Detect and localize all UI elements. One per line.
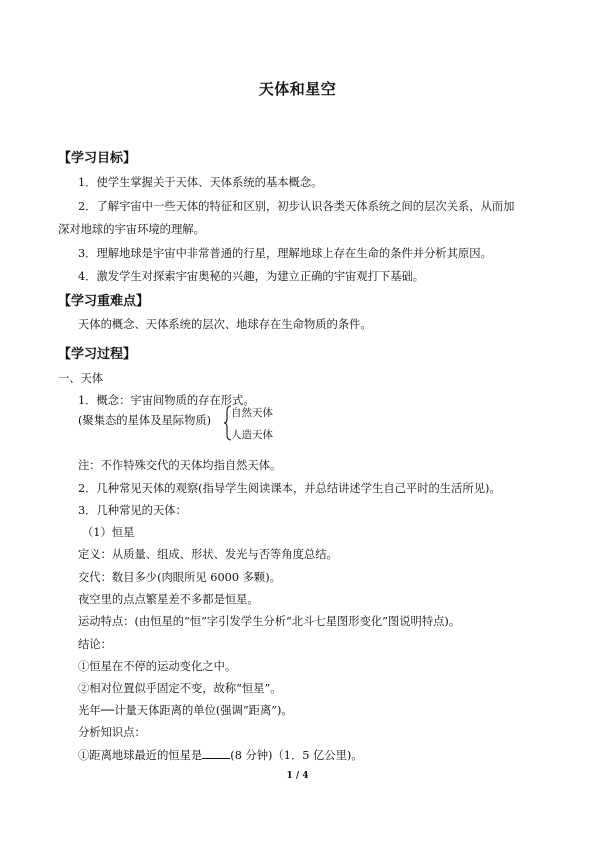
conclusion-1: ①恒星在不停的运动变化之中。 [78, 660, 237, 673]
goal-line-2-cont: 深对地球的宇宙环境的理解。 [58, 223, 205, 236]
artificial-celestial-label: 人造天体 [231, 429, 273, 441]
concept-note: (聚集态的星体及星际物质) [78, 414, 212, 427]
conclusion-label: 结论： [78, 638, 112, 651]
fill-in-blank [202, 748, 230, 759]
definition-line: 定义：从质量、组成、形状、发光与否等角度总结。 [78, 548, 338, 561]
section-heading-process: 【学习过程】 [58, 347, 137, 362]
key-points-text: 天体的概念、天体系统的层次、地球存在生命物质的条件。 [78, 318, 372, 331]
motion-line: 运动特点：(由恒星的“恒”字引发学生分析“北斗七星图形变化”图说明特点)。 [78, 615, 461, 628]
explain-line: 交代：数目多少(肉眼所见 6000 多颗)。 [78, 571, 281, 584]
nearest-star-line [78, 748, 363, 763]
night-line: 夜空里的点点繁星差不多都是恒星。 [78, 593, 259, 606]
note-line: 注：不作特殊交代的天体均指自然天体。 [78, 459, 282, 472]
goal-line-4: 4．激发学生对探索宇宙奥秘的兴趣，为建立正确的宇宙观打下基础。 [78, 270, 425, 283]
conclusion-2: ②相对位置似乎固定不变，故称“恒星”。 [78, 682, 282, 695]
celestial-classification-brace [223, 405, 283, 441]
observation-line: 2．几种常见天体的观察(指导学生阅读课本，并总结讲述学生自己平时的生活所见)。 [78, 482, 501, 495]
star-heading: （1）恒星 [82, 526, 135, 539]
nearest-star-suffix: (8 分钟)（1．5 亿公里)。 [230, 749, 363, 762]
analysis-label: 分析知识点： [78, 726, 146, 739]
concept-line: 1．概念：宇宙间物质的存在形式。 [78, 394, 255, 407]
goal-line-2: 2．了解宇宙中一些天体的特征和区别，初步认识各类天体系统之间的层次关系，从而加 [78, 200, 515, 213]
goal-line-1: 1．使学生掌握关于天体、天体系统的基本概念。 [78, 176, 323, 189]
goal-line-3: 3．理解地球是宇宙中非常普通的行星，理解地球上存在生命的条件并分析其原因。 [78, 247, 492, 260]
section-heading-goals: 【学习目标】 [58, 151, 137, 166]
lightyear-line: 光年──计量天体距离的单位(强调“距离”)。 [78, 704, 293, 717]
section-heading-key: 【学习重难点】 [58, 294, 150, 309]
types-line: 3．几种常见的天体： [78, 504, 187, 517]
page-number: 1 / 4 [286, 771, 309, 781]
nearest-star-prefix: ①距离地球最近的恒星是 [78, 749, 203, 762]
process-part1: 一、天体 [58, 372, 104, 385]
page-title: 天体和星空 [258, 80, 337, 98]
natural-celestial-label: 自然天体 [231, 407, 273, 419]
